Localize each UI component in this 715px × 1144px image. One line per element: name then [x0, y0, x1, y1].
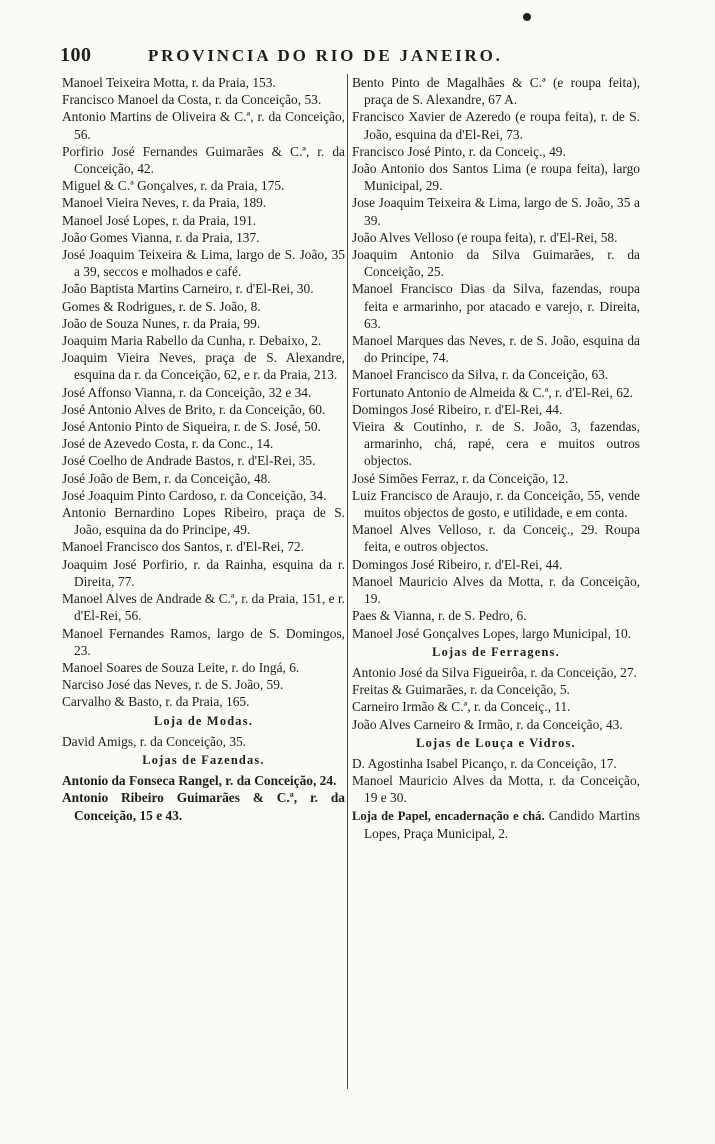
papel-entry [352, 807, 640, 842]
directory-entry: Narciso José das Neves, r. de S. João, 59. [62, 677, 284, 693]
directory-entry: José Simões Ferraz, r. da Conceição, 12. [352, 470, 569, 486]
directory-entry: Joaquim Maria Rabello da Cunha, r. Debaixo, 2. [62, 333, 322, 349]
page-number: 100 [60, 44, 92, 66]
directory-entry: Manoel José Lopes, r. da Praia, 191. [62, 212, 257, 228]
section-heading-fazendas: Lojas de Fazendas. [142, 752, 265, 767]
directory-entry: Antonio Ribeiro Guimarães & C.ª, r. da Conceição, 15 e 43. [62, 790, 345, 823]
directory-entry: Manoel José Gonçalves Lopes, largo Municipal, 10. [352, 625, 632, 641]
directory-entry: Paes & Vianna, r. de S. Pedro, 6. [352, 608, 527, 624]
directory-entry: Francisco Manoel da Costa, r. da Conceição, 53. [62, 92, 322, 108]
directory-entry: João Alves Carneiro & Irmão, r. da Conceição, 43. [352, 716, 623, 732]
directory-entry: David Amigs, r. da Conceição, 35. [62, 733, 247, 749]
ferragens-entries [352, 664, 640, 733]
louca-entries [352, 755, 640, 807]
directory-entry: Jose Joaquim Teixeira & Lima, largo de S. João, 35 a 39. [352, 195, 640, 228]
directory-entry: João Antonio dos Santos Lima (e roupa feita), largo Municipal, 29. [352, 161, 640, 194]
directory-entry: Carvalho & Basto, r. da Praia, 165. [62, 694, 250, 710]
directory-entry: Manoel Vieira Neves, r. da Praia, 189. [62, 195, 267, 211]
directory-entry: José Coelho de Andrade Bastos, r. d'El-Rei, 35. [62, 453, 316, 469]
directory-entry: Freitas & Guimarães, r. da Conceição, 5. [352, 682, 570, 698]
directory-entry: José Affonso Vianna, r. da Conceição, 32 e 34. [62, 384, 312, 400]
directory-entry: Joaquim Vieira Neves, praça de S. Alexandre, esquina da r. da Conceição, 62, e r. da Praia, 213. [62, 350, 345, 383]
directory-entry: Francisco José Pinto, r. da Conceiç., 49. [352, 143, 566, 159]
directory-entry: Antonio da Fonseca Rangel, r. da Conceição, 24. [62, 773, 337, 789]
directory-entry: Antonio Martins de Oliveira & C.ª, r. da Conceição, 56. [62, 109, 345, 142]
directory-entry: Miguel & C.ª Gonçalves, r. da Praia, 175. [62, 178, 285, 194]
column-divider [347, 74, 348, 1089]
directory-entry: Manoel Mauricio Alves da Motta, r. da Conceição, 19. [352, 573, 640, 607]
left-entries [62, 74, 345, 711]
right-column [352, 74, 640, 842]
directory-entry: José Antonio Pinto de Siqueira, r. de S. José, 50. [62, 419, 321, 435]
section-heading-louca: Lojas de Louça e Vidros. [416, 735, 576, 750]
directory-entry: Manoel Francisco Dias da Silva, fazendas, roupa feita e armarinho, por atacado e varejo, r. Direita, 63. [352, 281, 640, 331]
directory-entry: Manoel Alves de Andrade & C.ª, r. da Praia, 151, e r. d'El-Rei, 56. [62, 591, 345, 624]
page-title: PROVINCIA DO RIO DE JANEIRO. [148, 46, 503, 65]
directory-entry: José Joaquim Pinto Cardoso, r. da Conceição, 34. [62, 487, 327, 503]
directory-entry: Manoel Fernandes Ramos, largo de S. Domingos, 23. [62, 625, 345, 658]
directory-entry: João Alves Velloso (e roupa feita), r. d'El-Rei, 58. [352, 229, 618, 245]
left-column [62, 74, 345, 824]
directory-entry: Gomes & Rodrigues, r. de S. João, 8. [62, 298, 261, 314]
directory-entry: Manoel Marques das Neves, r. de S. João, esquina da do Principe, 74. [352, 333, 640, 366]
directory-entry: José de Azevedo Costa, r. da Conc., 14. [62, 436, 274, 452]
directory-entry: D. Agostinha Isabel Picanço, r. da Conceição, 17. [352, 755, 617, 771]
ink-dot [523, 13, 531, 21]
directory-entry: Fortunato Antonio de Almeida & C.ª, r. d'El-Rei, 62. [352, 384, 633, 400]
directory-entry: Joaquim Antonio da Silva Guimarães, r. da Conceição, 25. [352, 247, 640, 280]
directory-entry: Manoel Soares de Souza Leite, r. do Ingá, 6. [62, 659, 300, 675]
directory-entry: Francisco Xavier de Azeredo (e roupa feita), r. de S. João, esquina da d'El-Rei, 73. [352, 109, 640, 142]
directory-entry: Antonio José da Silva Figueirôa, r. da Conceição, 27. [352, 664, 637, 680]
modas-entries [62, 733, 345, 750]
directory-entry: João Baptista Martins Carneiro, r. d'El-Rei, 30. [62, 281, 314, 297]
directory-entry: Carneiro Irmão & C.ª, r. da Conceiç., 11. [352, 699, 571, 715]
directory-entry: Manoel Francisco dos Santos, r. d'El-Rei, 72. [62, 539, 304, 555]
directory-entry: Manoel Francisco da Silva, r. da Conceição, 63. [352, 367, 609, 383]
directory-entry: João Gomes Vianna, r. da Praia, 137. [62, 229, 260, 245]
right-entries [352, 74, 640, 642]
directory-entry: Porfirio José Fernandes Guimarães & C.ª, r. da Conceição, 42. [62, 143, 345, 177]
directory-entry: João de Souza Nunes, r. da Praia, 99. [62, 315, 261, 331]
directory-entry: Antonio Bernardino Lopes Ribeiro, praça de S. João, esquina da do Principe, 49. [62, 505, 345, 538]
section-heading-papel: Loja de Papel, encadernação e chá. [352, 808, 545, 823]
section-heading-modas: Loja de Modas. [153, 713, 254, 728]
directory-entry: Domingos José Ribeiro, r. d'El-Rei, 44. [352, 401, 563, 417]
directory-entry: José Antonio Alves de Brito, r. da Conceição, 60. [62, 401, 326, 417]
directory-entry: José Joaquim Teixeira & Lima, largo de S. João, 35 a 39, seccos e molhados e café. [62, 247, 345, 280]
directory-entry: Vieira & Coutinho, r. de S. João, 3, fazendas, armarinho, chá, rapé, cera e muitos outros objectos. [352, 419, 640, 469]
directory-entry: Luiz Francisco de Araujo, r. da Conceição, 55, vende muitos objectos de gosto, e utilidade, e em conta. [352, 487, 640, 521]
directory-entry: Joaquim José Porfirio, r. da Rainha, esquina da r. Direita, 77. [62, 556, 345, 589]
directory-entry: Manoel Mauricio Alves da Motta, r. da Conceição, 19 e 30. [352, 773, 640, 806]
directory-entry: Manoel Teixeira Motta, r. da Praia, 153. [62, 75, 276, 90]
papel-text: Candido Martins Lopes, Praça Municipal, 2. [364, 807, 640, 841]
directory-entry: José João de Bem, r. da Conceição, 48. [62, 470, 271, 486]
directory-entry: Bento Pinto de Magalhães & C.ª (e roupa feita), praça de S. Alexandre, 67 A. [352, 75, 640, 108]
page-header [60, 44, 640, 72]
section-heading-ferragens: Lojas de Ferragens. [432, 644, 560, 659]
directory-entry: Domingos José Ribeiro, r. d'El-Rei, 44. [352, 556, 563, 572]
directory-entry: Manoel Alves Velloso, r. da Conceiç., 29. Roupa feita, e outros objectos. [352, 522, 640, 555]
fazendas-entries [62, 772, 345, 824]
